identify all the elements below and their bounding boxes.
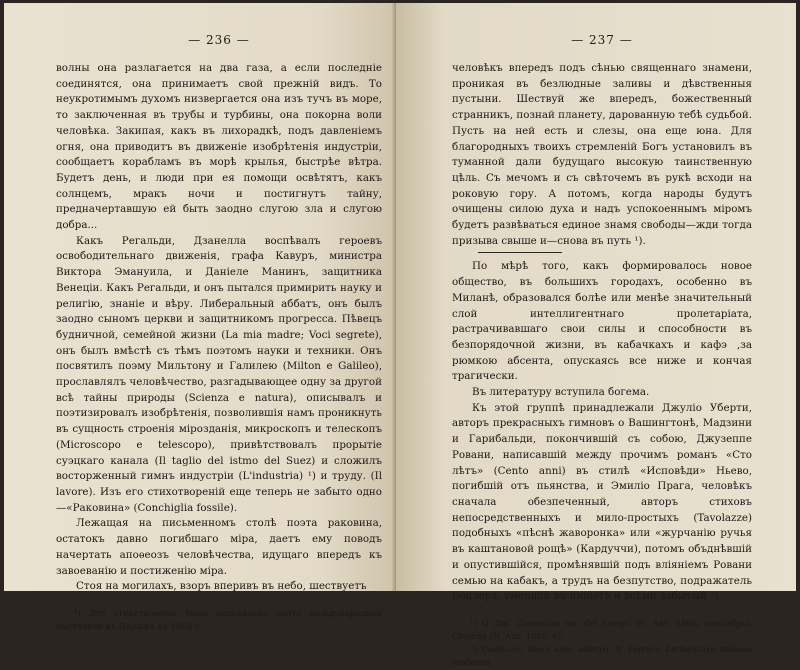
right-page [396, 3, 796, 668]
right-footnotes [452, 618, 752, 670]
paragraph: Къ этой группѣ принадлежали Джуліо Уберти, авторъ прекрасныхъ гимновъ о Вашингтонѣ, Мадзини и Гарибальди, покончившій съ собою, Джузеппе Ровани, написавшій между прочимъ романъ «Сто лѣтъ» (Cento anni) въ стилѣ «Исповѣди» Ньево, погибшій отъ пьянства, и Эмиліо Прага, человѣкъ сначала обезпеченный, авторъ стиховъ непосредственныхъ и мило-простыхъ (Tavolazze) подобныхъ «пѣснѣ жаворонка» или «журчанію ручья въ каштановой рощѣ» (Кардуччи), потомъ объднѣвшій и опустившійся, промѣнявшій подъ вліяніемъ Ровани семью на кабакъ, а трудъ на безпутство, подражатель Бодлера, умершій въ нищетѣ и всѣми забытый ²). [452, 401, 752, 603]
right-page-body [452, 61, 752, 605]
footnote: ¹) Это стихотвореніе было подсказано поэту международной выставкой въ Парижѣ въ 1864 г. [56, 608, 382, 632]
paragraph: волны она разлагается на два газа, а если последніе соединятся, она принимаетъ свой прежній видъ. То неукротимымъ духомъ низвергается она изъ тучъ въ море, то заключенная въ трубы и турбины, она покорна воли человѣка. Закипая, какъ въ лихорадкѣ, подъ давленіемъ огня, она приводитъ въ движеніе изобрѣтенія индустріи, сообщаетъ корабламъ въ морѣ крылья, быстрѣе вѣтра. Будетъ день, и люди при ея помощи освѣтятъ, какъ солнцемъ, мракъ ночи и постигнутъ тайну, предначертавшую ей быть заодно слугою зла и слугою добра... [56, 62, 382, 232]
paragraph: По мѣрѣ того, какъ формировалось новое общество, въ большихъ городахъ, особенно въ Миланѣ, образовался болѣе или менѣе значительный слой интеллигентнаго пролетаріата, растрачивавшаго свои силы и способности въ безпорядочной жизни, въ кабачкахъ и кафэ ,за рюмкою абсента, опускаясь все ниже и кончая трагически. [452, 260, 752, 383]
left-footnotes [56, 608, 382, 634]
paragraph: Лежащая на письменномъ столѣ поэта раковина, остатокъ давно погибшаго міра, даетъ ему поводъ начертать апоѳеозъ человѣчества, идущаго впередъ къ завоеванію и постиженію міра. [56, 517, 382, 577]
left-page [4, 3, 396, 632]
page-number-right: — 237 — [571, 33, 633, 47]
footnote: ²) Carducci: Dieci anni adietro. V. Ferrari: Letteratura italiana moderna. [452, 644, 752, 668]
page-number-left: — 236 — [188, 33, 250, 47]
paragraph: Стоя на могилахъ, взоръ вперивъ въ небо, шествуетъ [76, 580, 367, 593]
paragraph: человѣкъ впередъ подъ сѣнью священнаго знамени, проникая въ безлюдные заливы и дѣвственныя пустыни. Шествуй же впередъ, божественный странникъ, познай планету, дарованную тебѣ судьбой. Пусть на ней есть и слезы, она еще юна. Для благородныхъ твоихъ стремленій Богъ установилъ въ туманной дали будущаго высокую таинственную цѣль. Съ мечомъ и съ свѣточемъ въ рукѣ всходи на роковую гору. А потомъ, когда народы будутъ очищены силою духа и надъ успокоеннымъ міромъ будетъ развѣваться единое знамя свободы—жди тогда призыва свыше и—снова въ путь ¹). [452, 62, 752, 247]
book-spread [4, 3, 796, 668]
footnote-divider [56, 602, 146, 603]
paragraph: Въ литературу вступила богема. [472, 386, 650, 399]
paragraph: Какъ Регальди, Дзанелла воспѣвалъ героевъ освободительнаго движенія, графа Кавуръ, министра Виктора Эмануила, и Даніеле Манинъ, защитника Венеціи. Какъ Регальди, и онъ пытался примирить науку и религію, знаніе и вѣру. Либеральный аббатъ, онъ былъ заодно сыномъ церкви и защитникомъ прогресса. Пѣвецъ будничной, семейной жизни (La mia madre; Voci segrete), онъ былъ вмѣстѣ съ тѣмъ поэтомъ науки и техники. Онъ посвятилъ поэму Мильтону и Галилею (Milton e Galileo), прославлялъ человѣчество, разгадывающее одну за другой всѣ тайны природы (Scienza e natura), описывалъ и поэтизировалъ изобрѣтенія, позволившія намъ проникнуть въ сущность строенія мірозданія, микроскопъ и телескопъ (Microscopo e telescopo), привѣтствовалъ прорытіе суэцкаго канала (Il taglio del istmo del Suez) и сложилъ восторженный гимнъ индустріи (L'industria) ¹) и труду. (Il lavore). Изъ его стихотвореній еще теперь не забыто одно—«Раковина» (Conchiglia fossile). [56, 234, 382, 514]
left-page-body [56, 61, 382, 595]
footnote-divider [452, 612, 542, 613]
section-divider [478, 252, 562, 253]
footnote: ¹) О Дж. Дзэнелла см. del Lungo (N. Ant. 1868, сентябрь). Chiarini (N. Ant. 1886, 6). [452, 618, 752, 642]
